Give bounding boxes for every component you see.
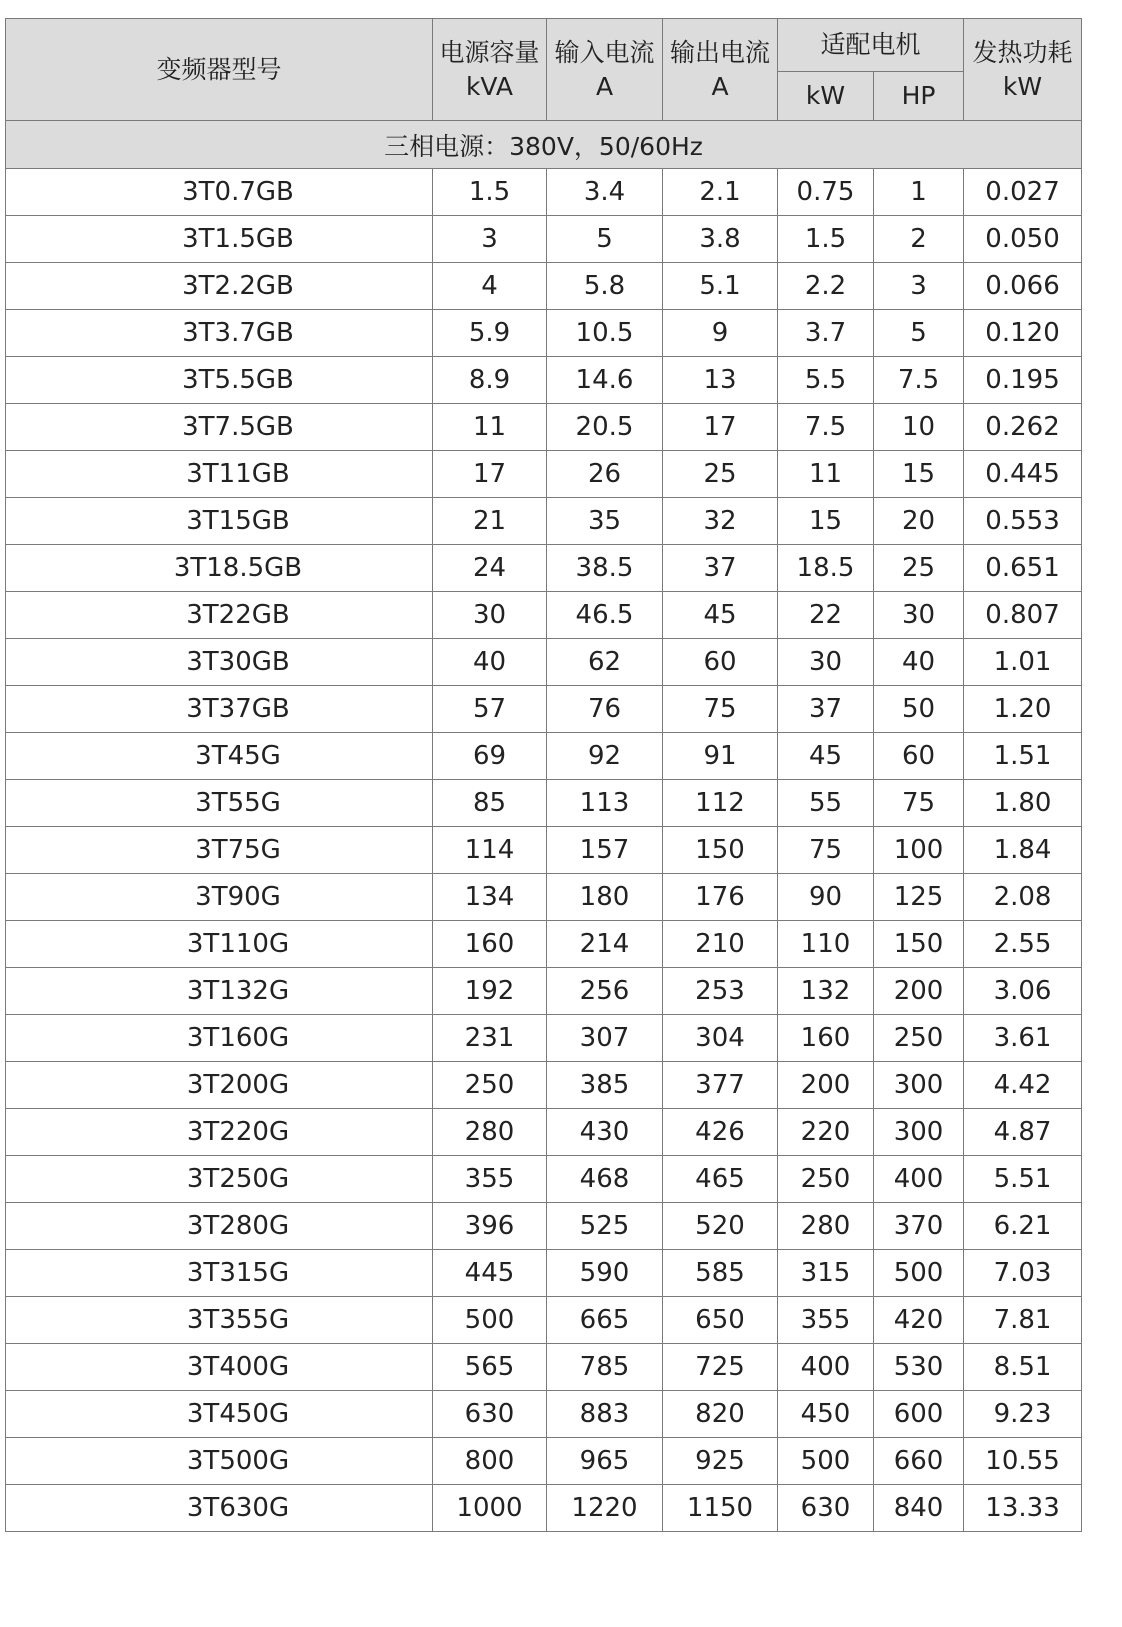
table-row [6, 1203, 1082, 1250]
cell-heat: 13.33 [964, 1485, 1082, 1532]
cell-motor-hp: 840 [874, 1485, 964, 1532]
cell-output-current: 45 [663, 592, 778, 639]
cell-motor-hp: 150 [874, 921, 964, 968]
cell-motor-hp: 50 [874, 686, 964, 733]
cell-output-current: 2.1 [663, 169, 778, 216]
cell-motor-hp: 30 [874, 592, 964, 639]
cell-input-current: 468 [547, 1156, 663, 1203]
cell-capacity: 565 [433, 1344, 547, 1391]
cell-motor-kw: 30 [778, 639, 874, 686]
cell-heat: 0.027 [964, 169, 1082, 216]
cell-heat: 7.81 [964, 1297, 1082, 1344]
table-row [6, 1250, 1082, 1297]
cell-output-current: 465 [663, 1156, 778, 1203]
cell-capacity: 500 [433, 1297, 547, 1344]
cell-capacity: 40 [433, 639, 547, 686]
cell-motor-kw: 5.5 [778, 357, 874, 404]
cell-motor-hp: 370 [874, 1203, 964, 1250]
cell-motor-kw: 1.5 [778, 216, 874, 263]
cell-heat: 0.651 [964, 545, 1082, 592]
header-input-current-label: 输入电流 [554, 37, 655, 67]
cell-model: 3T200G [6, 1062, 433, 1109]
header-heat [964, 19, 1082, 121]
cell-model: 3T37GB [6, 686, 433, 733]
cell-motor-kw: 3.7 [778, 310, 874, 357]
cell-motor-hp: 300 [874, 1109, 964, 1156]
cell-input-current: 385 [547, 1062, 663, 1109]
cell-motor-kw: 160 [778, 1015, 874, 1062]
cell-input-current: 1220 [547, 1485, 663, 1532]
table-row [6, 1297, 1082, 1344]
header-heat-label: 发热功耗 [972, 37, 1073, 67]
cell-motor-hp: 10 [874, 404, 964, 451]
cell-heat: 5.51 [964, 1156, 1082, 1203]
table-row [6, 921, 1082, 968]
cell-input-current: 180 [547, 874, 663, 921]
cell-model: 3T90G [6, 874, 433, 921]
header-motor-kw: kW [778, 72, 874, 121]
cell-capacity: 85 [433, 780, 547, 827]
cell-output-current: 3.8 [663, 216, 778, 263]
cell-capacity: 250 [433, 1062, 547, 1109]
cell-motor-kw: 280 [778, 1203, 874, 1250]
table-row [6, 639, 1082, 686]
table-header [6, 19, 1082, 121]
cell-heat: 1.51 [964, 733, 1082, 780]
cell-model: 3T355G [6, 1297, 433, 1344]
cell-model: 3T30GB [6, 639, 433, 686]
cell-output-current: 17 [663, 404, 778, 451]
cell-motor-kw: 200 [778, 1062, 874, 1109]
cell-heat: 0.262 [964, 404, 1082, 451]
cell-capacity: 445 [433, 1250, 547, 1297]
header-row [6, 19, 1082, 72]
cell-output-current: 60 [663, 639, 778, 686]
cell-output-current: 820 [663, 1391, 778, 1438]
table-row [6, 545, 1082, 592]
cell-heat: 2.55 [964, 921, 1082, 968]
cell-model: 3T45G [6, 733, 433, 780]
header-capacity-unit: kVA [465, 71, 514, 101]
cell-motor-kw: 2.2 [778, 263, 874, 310]
table-row [6, 1438, 1082, 1485]
cell-motor-hp: 500 [874, 1250, 964, 1297]
table-row [6, 592, 1082, 639]
table-row [6, 733, 1082, 780]
table-row [6, 169, 1082, 216]
cell-output-current: 426 [663, 1109, 778, 1156]
cell-motor-kw: 0.75 [778, 169, 874, 216]
cell-output-current: 1150 [663, 1485, 778, 1532]
cell-model: 3T18.5GB [6, 545, 433, 592]
cell-input-current: 883 [547, 1391, 663, 1438]
cell-motor-hp: 600 [874, 1391, 964, 1438]
cell-capacity: 5.9 [433, 310, 547, 357]
cell-output-current: 91 [663, 733, 778, 780]
cell-output-current: 25 [663, 451, 778, 498]
table-row [6, 357, 1082, 404]
cell-motor-kw: 132 [778, 968, 874, 1015]
section-title: 三相电源：380V，50/60Hz [6, 121, 1082, 169]
cell-model: 3T500G [6, 1438, 433, 1485]
cell-input-current: 525 [547, 1203, 663, 1250]
cell-heat: 0.050 [964, 216, 1082, 263]
cell-motor-kw: 315 [778, 1250, 874, 1297]
cell-capacity: 160 [433, 921, 547, 968]
cell-heat: 10.55 [964, 1438, 1082, 1485]
cell-input-current: 3.4 [547, 169, 663, 216]
cell-motor-hp: 7.5 [874, 357, 964, 404]
cell-model: 3T220G [6, 1109, 433, 1156]
cell-model: 3T2.2GB [6, 263, 433, 310]
cell-motor-kw: 450 [778, 1391, 874, 1438]
cell-capacity: 30 [433, 592, 547, 639]
cell-heat: 2.08 [964, 874, 1082, 921]
cell-input-current: 46.5 [547, 592, 663, 639]
cell-model: 3T400G [6, 1344, 433, 1391]
cell-input-current: 785 [547, 1344, 663, 1391]
cell-input-current: 965 [547, 1438, 663, 1485]
cell-motor-hp: 530 [874, 1344, 964, 1391]
cell-model: 3T1.5GB [6, 216, 433, 263]
cell-heat: 6.21 [964, 1203, 1082, 1250]
cell-capacity: 134 [433, 874, 547, 921]
cell-motor-hp: 20 [874, 498, 964, 545]
cell-motor-kw: 37 [778, 686, 874, 733]
cell-capacity: 114 [433, 827, 547, 874]
cell-model: 3T250G [6, 1156, 433, 1203]
cell-output-current: 5.1 [663, 263, 778, 310]
cell-motor-kw: 250 [778, 1156, 874, 1203]
cell-capacity: 396 [433, 1203, 547, 1250]
cell-heat: 3.61 [964, 1015, 1082, 1062]
cell-model: 3T7.5GB [6, 404, 433, 451]
cell-output-current: 253 [663, 968, 778, 1015]
cell-output-current: 210 [663, 921, 778, 968]
cell-input-current: 14.6 [547, 357, 663, 404]
cell-motor-kw: 400 [778, 1344, 874, 1391]
cell-model: 3T280G [6, 1203, 433, 1250]
table-row [6, 263, 1082, 310]
cell-model: 3T450G [6, 1391, 433, 1438]
cell-model: 3T110G [6, 921, 433, 968]
cell-heat: 0.445 [964, 451, 1082, 498]
cell-model: 3T3.7GB [6, 310, 433, 357]
table-row [6, 874, 1082, 921]
header-output-current-label: 输出电流 [669, 37, 770, 67]
table-body [6, 169, 1082, 1532]
cell-capacity: 3 [433, 216, 547, 263]
cell-capacity: 24 [433, 545, 547, 592]
cell-motor-kw: 7.5 [778, 404, 874, 451]
cell-output-current: 112 [663, 780, 778, 827]
cell-heat: 0.195 [964, 357, 1082, 404]
cell-motor-kw: 110 [778, 921, 874, 968]
cell-output-current: 650 [663, 1297, 778, 1344]
cell-model: 3T630G [6, 1485, 433, 1532]
table-row [6, 498, 1082, 545]
cell-capacity: 355 [433, 1156, 547, 1203]
table-row [6, 827, 1082, 874]
cell-capacity: 800 [433, 1438, 547, 1485]
header-output-current-unit: A [711, 71, 729, 101]
cell-motor-hp: 300 [874, 1062, 964, 1109]
cell-input-current: 214 [547, 921, 663, 968]
cell-motor-kw: 45 [778, 733, 874, 780]
cell-input-current: 256 [547, 968, 663, 1015]
cell-input-current: 5 [547, 216, 663, 263]
cell-heat: 9.23 [964, 1391, 1082, 1438]
cell-motor-kw: 55 [778, 780, 874, 827]
cell-capacity: 231 [433, 1015, 547, 1062]
cell-motor-hp: 60 [874, 733, 964, 780]
table-row [6, 310, 1082, 357]
cell-motor-hp: 420 [874, 1297, 964, 1344]
cell-output-current: 37 [663, 545, 778, 592]
table-row [6, 686, 1082, 733]
table-row [6, 780, 1082, 827]
table-row [6, 451, 1082, 498]
cell-input-current: 5.8 [547, 263, 663, 310]
cell-heat: 4.87 [964, 1109, 1082, 1156]
cell-model: 3T75G [6, 827, 433, 874]
cell-heat: 1.80 [964, 780, 1082, 827]
table-row [6, 1485, 1082, 1532]
cell-motor-hp: 75 [874, 780, 964, 827]
inverter-spec-table [5, 18, 1082, 1532]
header-output-current [663, 19, 778, 121]
table-row [6, 216, 1082, 263]
cell-input-current: 10.5 [547, 310, 663, 357]
cell-motor-kw: 75 [778, 827, 874, 874]
cell-heat: 0.553 [964, 498, 1082, 545]
cell-motor-hp: 25 [874, 545, 964, 592]
cell-model: 3T22GB [6, 592, 433, 639]
table-row [6, 1391, 1082, 1438]
cell-output-current: 520 [663, 1203, 778, 1250]
header-motor: 适配电机 [778, 19, 964, 72]
table-row [6, 404, 1082, 451]
cell-heat: 3.06 [964, 968, 1082, 1015]
cell-capacity: 280 [433, 1109, 547, 1156]
cell-motor-hp: 1 [874, 169, 964, 216]
cell-input-current: 76 [547, 686, 663, 733]
cell-model: 3T160G [6, 1015, 433, 1062]
cell-input-current: 35 [547, 498, 663, 545]
cell-output-current: 725 [663, 1344, 778, 1391]
header-model: 变频器型号 [6, 19, 433, 121]
cell-motor-hp: 40 [874, 639, 964, 686]
cell-heat: 0.120 [964, 310, 1082, 357]
cell-motor-kw: 11 [778, 451, 874, 498]
cell-motor-kw: 500 [778, 1438, 874, 1485]
cell-heat: 4.42 [964, 1062, 1082, 1109]
table-row [6, 1062, 1082, 1109]
cell-motor-hp: 250 [874, 1015, 964, 1062]
header-input-current [547, 19, 663, 121]
header-input-current-unit: A [595, 71, 614, 101]
cell-input-current: 430 [547, 1109, 663, 1156]
cell-output-current: 32 [663, 498, 778, 545]
cell-output-current: 377 [663, 1062, 778, 1109]
cell-motor-kw: 90 [778, 874, 874, 921]
cell-input-current: 590 [547, 1250, 663, 1297]
cell-motor-kw: 15 [778, 498, 874, 545]
cell-capacity: 630 [433, 1391, 547, 1438]
cell-output-current: 304 [663, 1015, 778, 1062]
cell-heat: 0.807 [964, 592, 1082, 639]
cell-capacity: 21 [433, 498, 547, 545]
cell-input-current: 20.5 [547, 404, 663, 451]
cell-input-current: 113 [547, 780, 663, 827]
header-capacity-label: 电源容量 [439, 37, 540, 67]
cell-capacity: 57 [433, 686, 547, 733]
cell-model: 3T15GB [6, 498, 433, 545]
cell-model: 3T315G [6, 1250, 433, 1297]
cell-model: 3T132G [6, 968, 433, 1015]
cell-motor-hp: 660 [874, 1438, 964, 1485]
cell-motor-hp: 400 [874, 1156, 964, 1203]
cell-output-current: 176 [663, 874, 778, 921]
cell-motor-hp: 15 [874, 451, 964, 498]
cell-model: 3T55G [6, 780, 433, 827]
cell-heat: 8.51 [964, 1344, 1082, 1391]
cell-capacity: 1.5 [433, 169, 547, 216]
cell-input-current: 38.5 [547, 545, 663, 592]
cell-heat: 1.01 [964, 639, 1082, 686]
header-motor-hp: HP [874, 72, 964, 121]
cell-input-current: 62 [547, 639, 663, 686]
cell-heat: 1.20 [964, 686, 1082, 733]
cell-output-current: 9 [663, 310, 778, 357]
cell-motor-kw: 630 [778, 1485, 874, 1532]
header-heat-unit: kW [1002, 71, 1043, 101]
cell-motor-hp: 100 [874, 827, 964, 874]
cell-output-current: 585 [663, 1250, 778, 1297]
section [6, 121, 1082, 169]
cell-heat: 7.03 [964, 1250, 1082, 1297]
section-row [6, 121, 1082, 169]
cell-input-current: 157 [547, 827, 663, 874]
cell-output-current: 150 [663, 827, 778, 874]
cell-capacity: 17 [433, 451, 547, 498]
cell-heat: 1.84 [964, 827, 1082, 874]
cell-model: 3T0.7GB [6, 169, 433, 216]
cell-motor-hp: 3 [874, 263, 964, 310]
cell-model: 3T11GB [6, 451, 433, 498]
table-row [6, 1109, 1082, 1156]
cell-motor-hp: 125 [874, 874, 964, 921]
cell-input-current: 665 [547, 1297, 663, 1344]
cell-capacity: 192 [433, 968, 547, 1015]
table-row [6, 1156, 1082, 1203]
cell-input-current: 307 [547, 1015, 663, 1062]
cell-output-current: 13 [663, 357, 778, 404]
cell-motor-kw: 220 [778, 1109, 874, 1156]
cell-motor-kw: 22 [778, 592, 874, 639]
header-capacity [433, 19, 547, 121]
cell-capacity: 1000 [433, 1485, 547, 1532]
cell-input-current: 26 [547, 451, 663, 498]
cell-motor-hp: 200 [874, 968, 964, 1015]
cell-capacity: 8.9 [433, 357, 547, 404]
table-row [6, 968, 1082, 1015]
table-row [6, 1344, 1082, 1391]
cell-model: 3T5.5GB [6, 357, 433, 404]
cell-motor-hp: 5 [874, 310, 964, 357]
cell-capacity: 4 [433, 263, 547, 310]
table-row [6, 1015, 1082, 1062]
cell-motor-kw: 18.5 [778, 545, 874, 592]
cell-motor-kw: 355 [778, 1297, 874, 1344]
cell-capacity: 69 [433, 733, 547, 780]
cell-heat: 0.066 [964, 263, 1082, 310]
cell-capacity: 11 [433, 404, 547, 451]
cell-motor-hp: 2 [874, 216, 964, 263]
cell-input-current: 92 [547, 733, 663, 780]
cell-output-current: 75 [663, 686, 778, 733]
cell-output-current: 925 [663, 1438, 778, 1485]
